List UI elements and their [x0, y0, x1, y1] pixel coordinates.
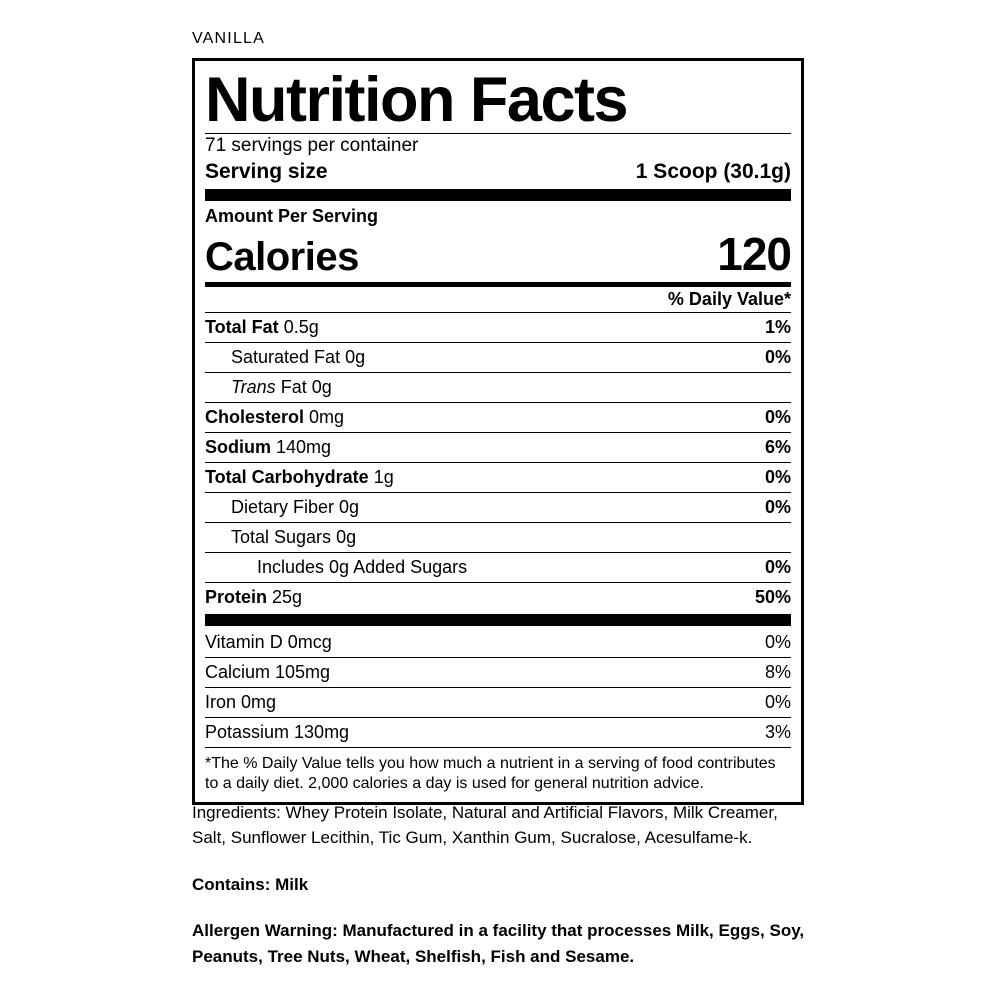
table-row: [205, 687, 791, 717]
calories-row: [205, 227, 791, 282]
table-row: [205, 462, 791, 492]
serving-size-label: Serving size: [205, 160, 328, 183]
table-row: [205, 342, 791, 372]
vitamin-dv: 0%: [764, 632, 791, 652]
table-row: [205, 312, 791, 342]
ingredients-text: Ingredients: Whey Protein Isolate, Natural and Artificial Flavors, Milk Creamer, Salt, Sunflower Lecithin, Tic Gum, Xanthin Gum, Sucralose, Acesulfame-k.: [192, 803, 778, 847]
serving-size-value: 1 Scoop (30.1g): [635, 160, 791, 183]
nutrient-name: Cholesterol 0mg: [205, 407, 345, 427]
nutrient-name: Trans Fat 0g: [231, 377, 332, 397]
flavor-name: VANILLA: [192, 30, 266, 47]
table-row: [205, 432, 791, 462]
table-row: [205, 552, 791, 582]
table-row: [205, 582, 791, 612]
vitamin-name: Calcium 105mg: [205, 662, 331, 682]
table-row: [205, 492, 791, 522]
serving-size-row: [205, 159, 791, 187]
vitamin-name: Potassium 130mg: [205, 722, 350, 742]
nutrient-dv: 0%: [764, 467, 791, 487]
vitamin-name: Vitamin D 0mcg: [205, 632, 332, 652]
nutrient-name: Protein 25g: [205, 587, 303, 607]
table-row: [205, 372, 791, 402]
nutrient-dv: 50%: [754, 587, 791, 607]
vitamin-name: Iron 0mg: [205, 692, 277, 712]
table-row: [205, 522, 791, 552]
table-row: [205, 402, 791, 432]
amount-per-serving-label: Amount Per Serving: [205, 206, 379, 226]
contains-text: Contains: Milk: [192, 875, 309, 894]
nutrient-name: Total Sugars 0g: [231, 527, 357, 547]
nutrition-facts-title: Nutrition Facts: [205, 65, 628, 135]
daily-value-footnote: *The % Daily Value tells you how much a nutrient in a serving of food contributes to a daily diet. 2,000 calories a day is used for general nutrition advice.: [205, 747, 791, 794]
nutrient-name: Saturated Fat 0g: [231, 347, 366, 367]
nutrient-dv: 1%: [764, 317, 791, 337]
nutrition-facts-panel: [192, 58, 804, 805]
nutrient-name: Total Carbohydrate 1g: [205, 467, 394, 487]
nutrient-dv: 0%: [764, 407, 791, 427]
nutrient-dv: 0%: [764, 497, 791, 517]
nutrient-name: Total Fat 0.5g: [205, 317, 319, 337]
nutrient-dv: 6%: [764, 437, 791, 457]
daily-value-header: % Daily Value*: [667, 289, 791, 309]
divider-thick-top: [205, 189, 791, 201]
nutrient-dv: 0%: [764, 557, 791, 577]
nutrient-name: Includes 0g Added Sugars: [257, 557, 468, 577]
nutrient-name: Dietary Fiber 0g: [231, 497, 360, 517]
table-row: [205, 717, 791, 747]
nutrient-dv: 0%: [764, 347, 791, 367]
table-row: [205, 628, 791, 657]
calories-value: 120: [717, 228, 791, 280]
vitamin-dv: 3%: [764, 722, 791, 742]
allergen-warning-text: Allergen Warning: Manufactured in a facility that processes Milk, Eggs, Soy, Peanuts, Tree Nuts, Wheat, Shelfish, Fish and Sesame.: [192, 921, 805, 966]
table-row: [205, 657, 791, 687]
divider-thick-bottom: [205, 614, 791, 626]
calories-label: Calories: [205, 235, 359, 279]
servings-per-container: 71 servings per container: [205, 135, 419, 156]
vitamin-dv: 0%: [764, 692, 791, 712]
vitamin-dv: 8%: [764, 662, 791, 682]
nutrient-name: Sodium 140mg: [205, 437, 332, 457]
